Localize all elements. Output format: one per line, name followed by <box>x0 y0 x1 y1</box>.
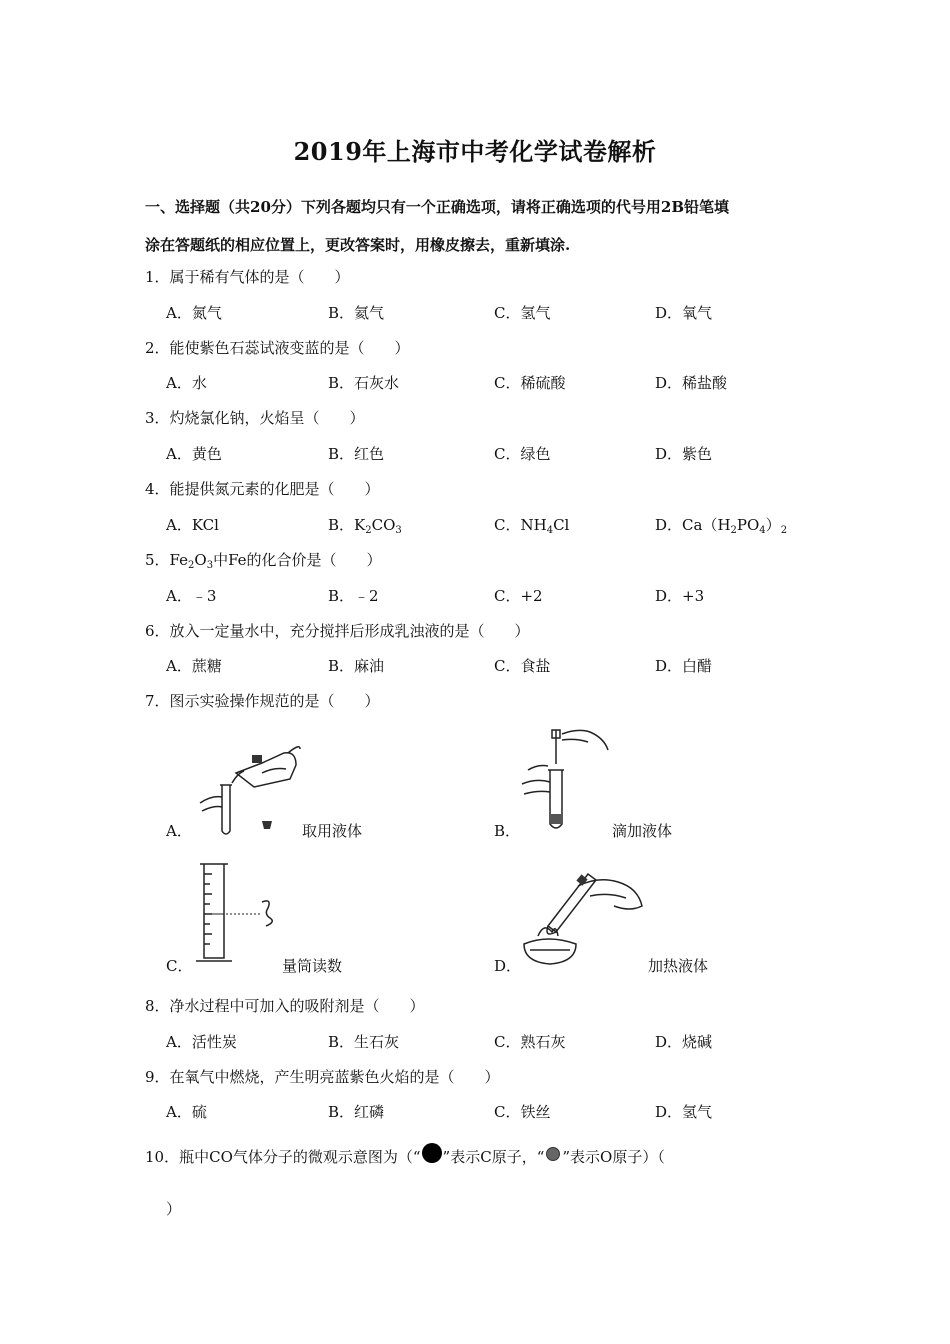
q9-option-c: C．铁丝 <box>494 1103 551 1121</box>
question-2-stem: 2．能使紫色石蕊试液变蓝的是（ ） <box>145 339 410 357</box>
q2-option-c: C．稀硫酸 <box>494 374 566 392</box>
q6-option-c: C．食盐 <box>494 657 551 675</box>
question-9-stem: 9．在氧气中燃烧，产生明亮蓝紫色火焰的是（ ） <box>145 1068 500 1086</box>
q9-option-a: A．硫 <box>166 1103 207 1121</box>
q2-option-d: D．稀盐酸 <box>655 374 728 392</box>
question-5-stem: 5．$Fe_2O_3$中Fe的化合价是（ ） <box>145 551 382 571</box>
q8-option-a: A．活性炭 <box>166 1033 237 1051</box>
q3-option-b: B．红色 <box>328 445 385 463</box>
q7-option-b-label: B． <box>494 822 521 840</box>
q6-option-b: B．麻油 <box>328 657 385 675</box>
q1-option-a: A．氮气 <box>166 304 222 322</box>
q4-option-b: B．$K_2CO_3$ <box>328 516 402 536</box>
q7-option-d-caption: 加热液体 <box>648 957 709 975</box>
q1-option-c: C．氢气 <box>494 304 551 322</box>
q7-option-d-label: D． <box>494 957 522 975</box>
q3-option-d: D．紫色 <box>655 445 713 463</box>
q6-option-d: D．白醋 <box>655 657 713 675</box>
question-7-stem: 7．图示实验操作规范的是（ ） <box>145 692 380 710</box>
q2-option-a: A．水 <box>166 374 207 392</box>
q5-option-b: B．﹣2 <box>328 587 379 605</box>
question-10-stem: 10．瓶中CO气体分子的微观示意图为（“ ”表示C原子，“ ”表示O原子）（ <box>145 1146 665 1167</box>
q7-option-c-label: C． <box>166 957 193 975</box>
q6-option-a: A．蔗糖 <box>166 657 222 675</box>
dropping-liquid-figure <box>518 724 613 834</box>
oxygen-atom-icon <box>546 1147 560 1161</box>
page-title: 2019年上海市中考化学试卷解析 <box>293 137 657 166</box>
question-10-bracket-close: ） <box>166 1200 182 1218</box>
question-3-stem: 3．灼烧氯化钠，火焰呈（ ） <box>145 409 365 427</box>
q9-option-d: D．氢气 <box>655 1103 713 1121</box>
q8-option-b: B．生石灰 <box>328 1033 400 1051</box>
q4-option-a: A．KCl <box>166 516 219 534</box>
question-6-stem: 6．放入一定量水中，充分搅拌后形成乳浊液的是（ ） <box>145 622 530 640</box>
question-4-stem: 4．能提供氮元素的化肥是（ ） <box>145 480 380 498</box>
q7-option-a-caption: 取用液体 <box>302 822 363 840</box>
section-instructions-line2: 涂在答题纸的相应位置上，更改答案时，用橡皮擦去，重新填涂. <box>145 236 571 254</box>
graduated-cylinder-figure <box>190 862 280 967</box>
q4-option-c: C．$NH_4Cl$ <box>494 516 570 536</box>
q7-option-b-caption: 滴加液体 <box>612 822 673 840</box>
q8-option-c: C．熟石灰 <box>494 1033 566 1051</box>
q3-option-a: A．黄色 <box>166 445 222 463</box>
q9-option-b: B．红磷 <box>328 1103 385 1121</box>
q3-option-c: C．绿色 <box>494 445 551 463</box>
q1-option-d: D．氧气 <box>655 304 713 322</box>
q5-option-d: D．+3 <box>655 587 705 605</box>
section-instructions-line1: 一、选择题（共20分）下列各题均只有一个正确选项，请将正确选项的代号用2B铅笔填 <box>145 198 729 216</box>
heating-liquid-figure <box>518 866 648 971</box>
q4-option-d: D．$Ca(H_2PO_4)_2$ <box>655 516 788 536</box>
q8-option-d: D．烧碱 <box>655 1033 713 1051</box>
carbon-atom-icon <box>422 1143 442 1163</box>
q5-option-a: A．﹣3 <box>166 587 217 605</box>
pouring-liquid-figure <box>192 743 302 838</box>
q7-option-c-caption: 量筒读数 <box>282 957 343 975</box>
question-1-stem: 1．属于稀有气体的是（ ） <box>145 268 350 286</box>
q1-option-b: B．氦气 <box>328 304 385 322</box>
q2-option-b: B．石灰水 <box>328 374 400 392</box>
q5-option-c: C．+2 <box>494 587 543 605</box>
question-8-stem: 8．净水过程中可加入的吸附剂是（ ） <box>145 997 425 1015</box>
q7-option-a-label: A． <box>166 822 192 840</box>
